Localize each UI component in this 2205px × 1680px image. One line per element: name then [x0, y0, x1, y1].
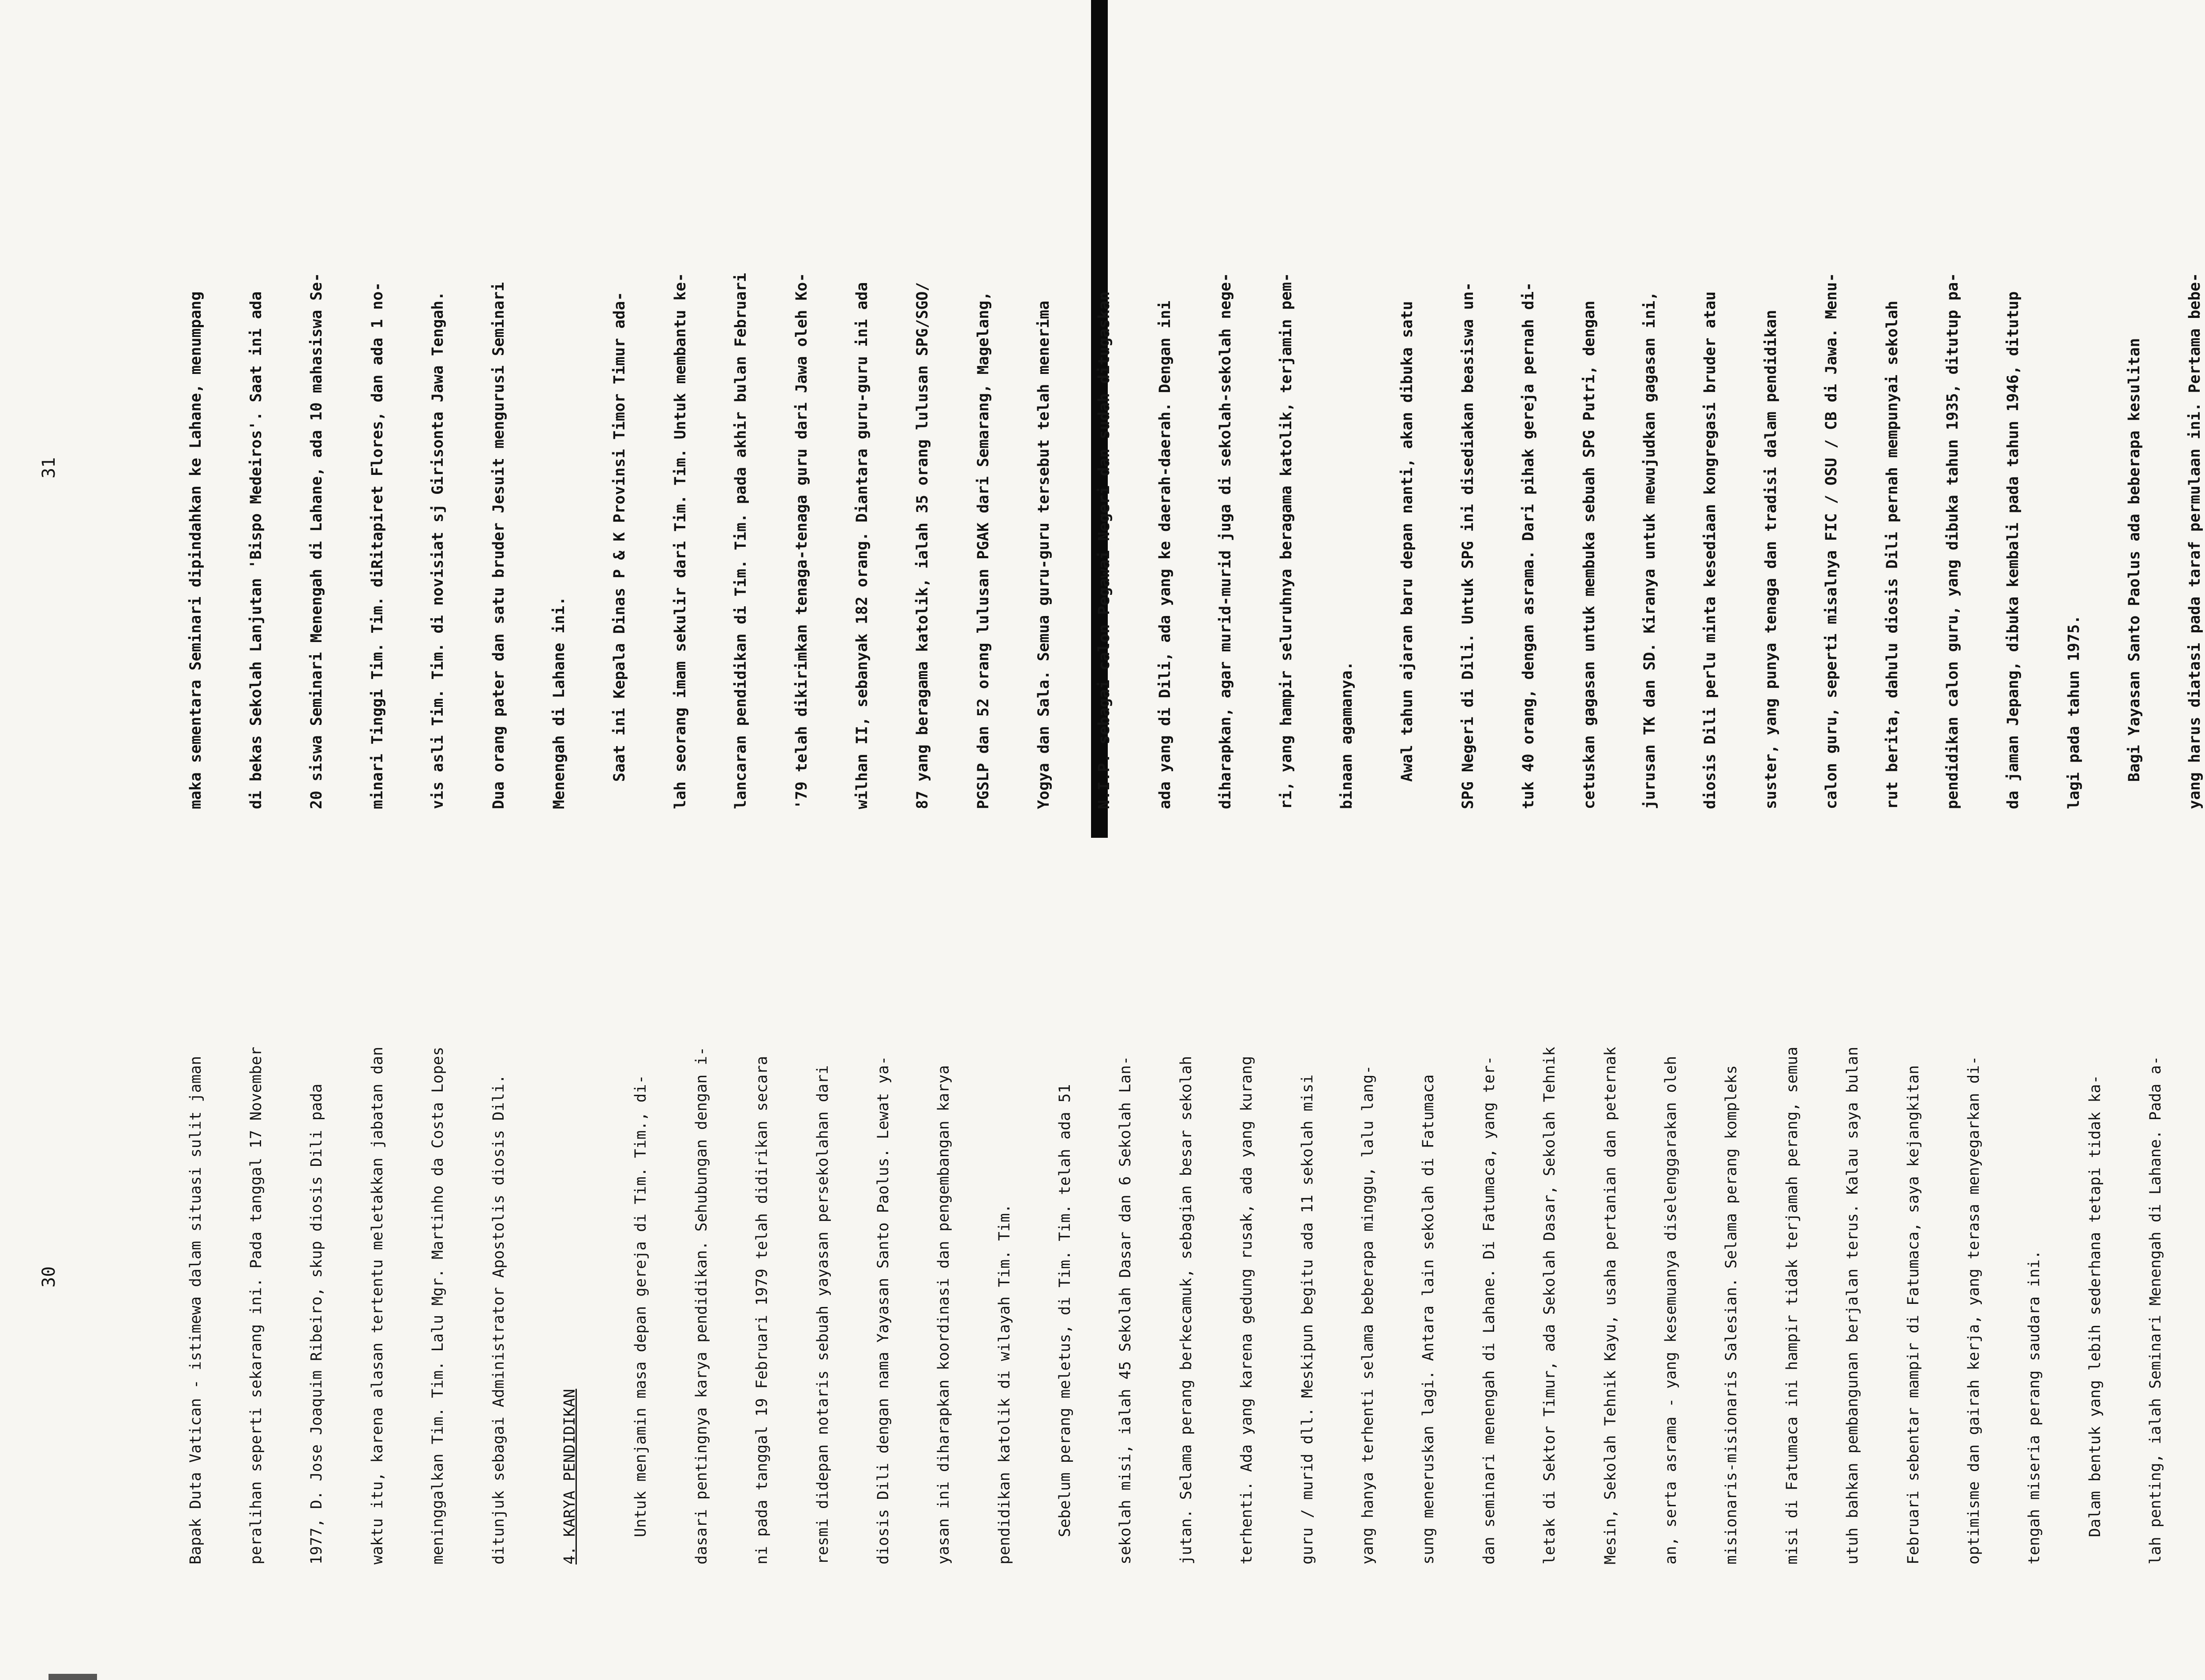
- text-line: da jaman Jepang, dibuka kembali pada tahun 1946, ditutup: [2004, 291, 2022, 809]
- text-line: SPG Negeri di Dili. Untuk SPG ini disediakan beasiswa un-: [1459, 282, 1477, 809]
- text-line: rut berita, dahulu diosis Dili pernah mempunyai sekolah: [1883, 300, 1901, 809]
- text-line: 87 yang beragama katolik, ialah 35 orang lulusan SPG/SGO/: [914, 282, 932, 809]
- text-line: Awal tahun ajaran baru depan nanti, akan dibuka satu: [1398, 301, 1416, 782]
- text-line: vis asli Tim. Tim. di novisiat sj Girisonta Jawa Tengah.: [429, 291, 447, 809]
- text-line: an, serta asrama - yang kesemuanya diselenggarakan oleh: [1662, 1056, 1680, 1564]
- text-line: dan seminari menengah di Lahane. Di Fatumaca, yang ter-: [1480, 1056, 1498, 1564]
- text-line: yang harus diatasi pada taraf permulaan ini. Pertama bebe-: [2186, 273, 2204, 809]
- text-line: lancaran pendidikan di Tim. Tim. pada akhir bulan Februari: [732, 273, 750, 809]
- text-line: calon guru, seperti misalnya FIC / OSU / CB di Jawa. Menu-: [1823, 273, 1841, 809]
- text-line: waktu itu, karena alasan tertentu meletakkan jabatan dan: [368, 1046, 386, 1564]
- text-line: Mesin, Sekolah Tehnik Kayu, usaha pertanian dan peternak: [1601, 1046, 1619, 1564]
- text-line: utuh bahkan pembangunan berjalan terus. Kalau saya bulan: [1844, 1046, 1862, 1564]
- text-line: lah seorang imam sekulir dari Tim. Tim. Untuk membantu ke-: [671, 273, 689, 809]
- text-line: suster, yang punya tenaga dan tradisi dalam pendidikan: [1762, 310, 1780, 809]
- text-line: 20 siswa Seminari Menengah di Lahane, ada 10 mahasiswa Se-: [308, 273, 326, 809]
- text-line: misionaris-misionaris Salesian. Selama perang kompleks: [1723, 1065, 1741, 1564]
- text-line: guru / murid dll. Meskipun begitu ada 11 sekolah misi: [1298, 1074, 1316, 1564]
- text-line: Yogya dan Sala. Semua guru-guru tersebut telah menerima: [1035, 300, 1053, 809]
- text-line: pendidikan calon guru, yang dibuka tahun 1935, ditutup pa-: [1943, 273, 1962, 809]
- page-number: 31: [39, 457, 59, 478]
- text-line: resmi didepan notaris sebuah yayasan persekolahan dari: [814, 1065, 832, 1564]
- text-line: dasari pentingnya karya pendidikan. Sehubungan dengan i-: [692, 1046, 710, 1564]
- text-line: Bapak Duta Vatican - istimewa dalam situasi sulit jaman: [187, 1056, 205, 1564]
- page-number: 30: [39, 1266, 59, 1288]
- text-line: diosis Dili perlu minta kesediaan kongregasi bruder atau: [1701, 291, 1719, 809]
- text-line: N.I.P. sebagai calon Pegawai Negeri dan sudah ditugaskan: [1095, 291, 1114, 809]
- text-line: binaan agamanya.: [1338, 661, 1356, 809]
- text-line: diharapkan, agar murid-murid juga di sekolah-sekolah nege-: [1217, 273, 1235, 809]
- text-line: optimisme dan gairah kerja, yang terasa menyegarkan di-: [1965, 1056, 1983, 1564]
- text-line: Saat ini Kepala Dinas P & K Provinsi Timor Timur ada-: [611, 291, 629, 782]
- text-line: Februari sebentar mampir di Fatumaca, saya kejangkitan: [1904, 1065, 1922, 1564]
- text-line: ni pada tanggal 19 Februari 1979 telah didirikan secara: [753, 1056, 771, 1564]
- text-line: terhenti. Ada yang karena gedung rusak, ada yang kurang: [1238, 1056, 1256, 1564]
- text-line: maka sementara Seminari dipindahkan ke Lahane, menumpang: [187, 291, 205, 809]
- text-column: [146, 850, 2205, 1564]
- text-line: meninggalkan Tim. Tim. Lalu Mgr. Martinho da Costa Lopes: [429, 1046, 447, 1564]
- text-line: PGSLP dan 52 orang lulusan PGAK dari Semarang, Magelang,: [974, 291, 992, 809]
- text-line: ditunjuk sebagai Administrator Apostolis diosis Dili.: [490, 1074, 508, 1564]
- text-line: tengah miseria perang saudara ini.: [2026, 1250, 2044, 1564]
- text-line: misi di Fatumaca ini hampir tidak terjamah perang, semua: [1783, 1046, 1801, 1564]
- text-line: 1977, D. Jose Joaquim Ribeiro, skup diosis Dili pada: [308, 1083, 326, 1564]
- text-line: pendidikan katolik di wilayah Tim. Tim.: [995, 1204, 1013, 1564]
- text-line: Bagi Yayasan Santo Paolus ada beberapa kesulitan: [2126, 338, 2144, 782]
- text-line: di bekas Sekolah Lanjutan 'Bispo Medeiros'. Saat ini ada: [247, 291, 265, 809]
- text-line: ri, yang hampir seluruhnya beragama katolik, terjamin pem-: [1277, 273, 1295, 809]
- text-line: peralihan seperti sekarang ini. Pada tanggal 17 November: [247, 1046, 265, 1564]
- text-line: diosis Dili dengan nama Yayasan Santo Paolus. Lewat ya-: [874, 1056, 892, 1564]
- text-line: Menengah di Lahane ini.: [550, 596, 568, 809]
- text-line: jurusan TK dan SD. Kiranya untuk mewujudkan gagasan ini,: [1641, 291, 1659, 809]
- text-line: sung meneruskan lagi. Antara lain sekolah di Fatumaca: [1420, 1074, 1438, 1564]
- text-line: tuk 40 orang, dengan asrama. Dari pihak gereja pernah di-: [1520, 282, 1538, 809]
- section-heading: 4. KARYA PENDIDIKAN: [561, 1389, 579, 1564]
- text-line: ada yang di Dili, ada yang ke daerah-daerah. Dengan ini: [1156, 300, 1174, 809]
- text-line: cetuskan gagasan untuk membuka sebuah SPG Putri, dengan: [1580, 300, 1598, 809]
- text-line: sekolah misi, ialah 45 Sekolah Dasar dan 6 Sekolah Lan-: [1117, 1056, 1135, 1564]
- text-line: Untuk menjamin masa depan gereja di Tim. Tim., di-: [632, 1075, 650, 1537]
- text-line: yang hanya terhenti selama beberapa minggu, lalu lang-: [1359, 1065, 1377, 1564]
- page-31: [0, 0, 2204, 840]
- text-line: '79 telah dikirimkan tenaga-tenaga guru dari Jawa oleh Ko-: [792, 273, 811, 809]
- text-column: [146, 95, 2205, 809]
- text-line: Dua orang pater dan satu bruder Jesuit mengurusi Seminari: [490, 282, 508, 809]
- text-line: lagi pada tahun 1975.: [2065, 615, 2083, 809]
- text-line: letak di Sektor Timur, ada Sekolah Dasar, Sekolah Tehnik: [1541, 1046, 1559, 1564]
- text-line: Dalam bentuk yang lebih sederhana tetapi tidak ka-: [2086, 1075, 2104, 1537]
- text-line: yasan ini diharapkan koordinasi dan pengembangan karya: [935, 1065, 953, 1564]
- text-line: minari Tinggi Tim. Tim. diRitapiret Flores, dan ada 1 no-: [368, 282, 386, 809]
- page-30: [0, 840, 2165, 1680]
- text-line: wilhan II, sebanyak 182 orang. Diantara guru-guru ini ada: [853, 282, 871, 809]
- text-line: lah penting, ialah Seminari Menengah di Lahane. Pada a-: [2147, 1056, 2165, 1564]
- text-line: Sebelum perang meletus, di Tim. Tim. telah ada 51: [1056, 1084, 1074, 1537]
- text-line: jutan. Selama perang berkecamuk, sebagian besar sekolah: [1177, 1056, 1195, 1564]
